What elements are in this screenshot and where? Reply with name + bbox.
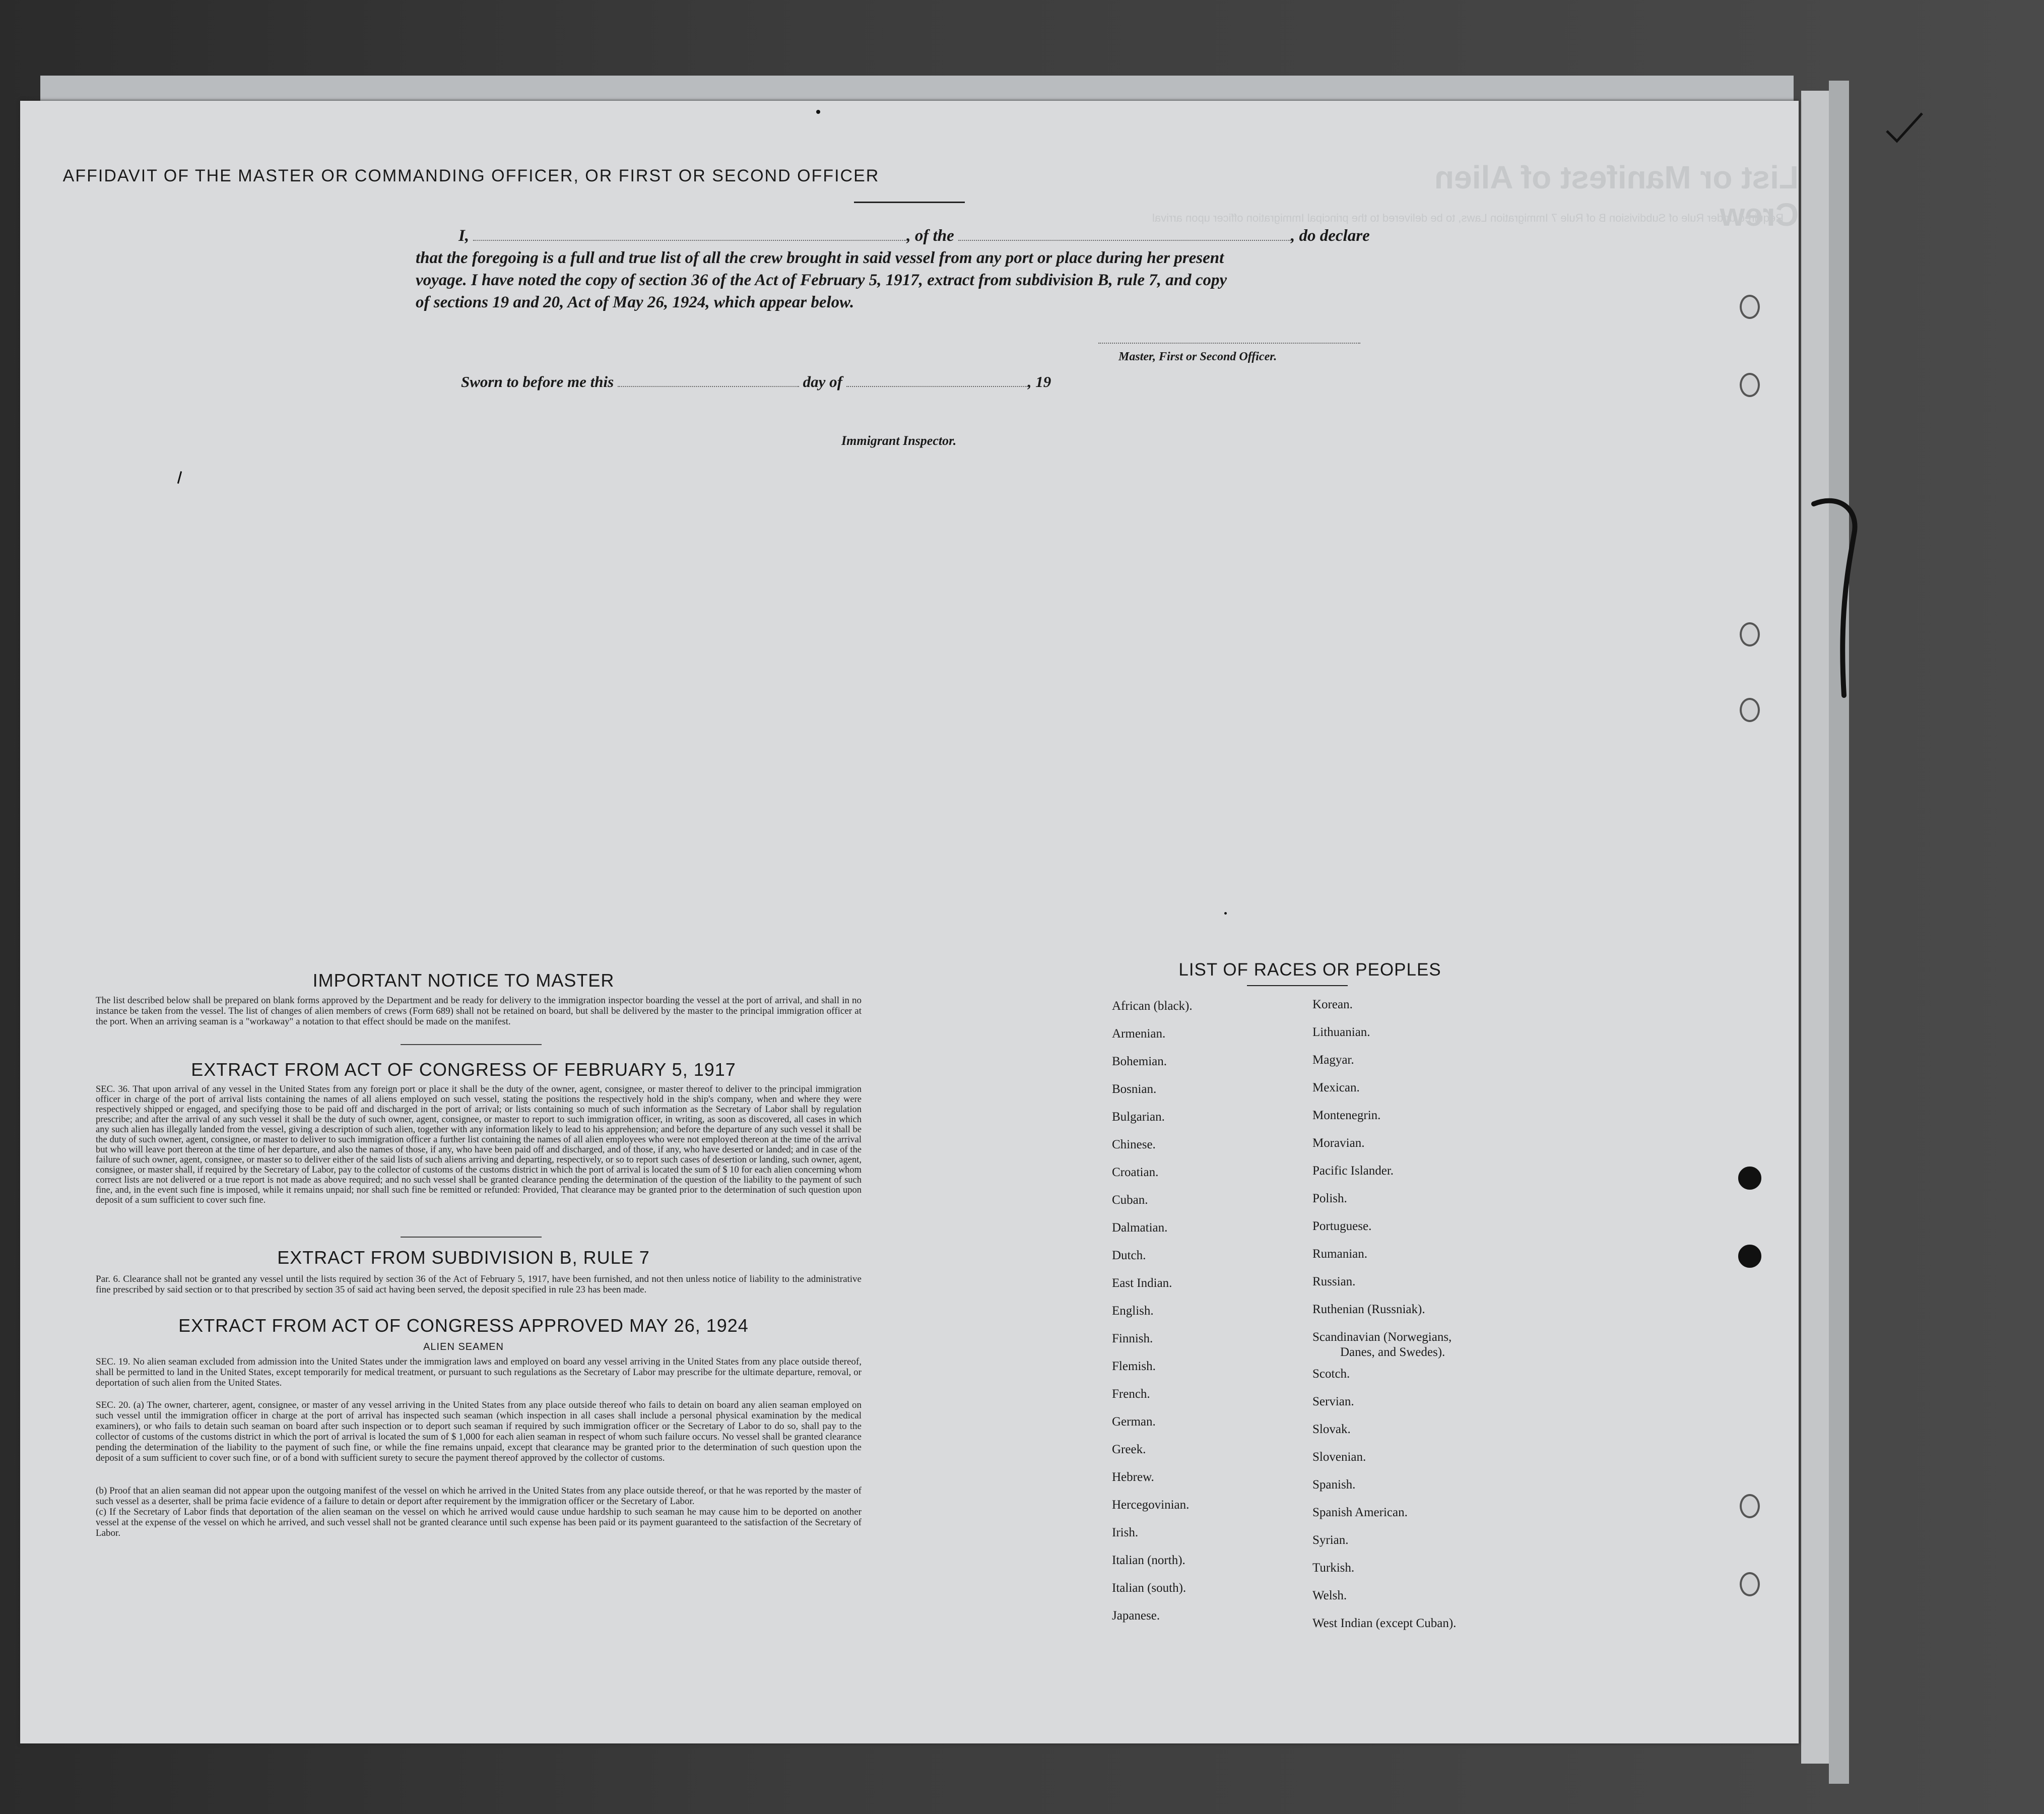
master-name-field[interactable] [473,240,906,241]
race-item: Moravian. [1312,1136,1365,1150]
binding-hole-punched [1738,1167,1761,1190]
race-item: African (black). [1112,999,1193,1013]
race-item: Flemish. [1112,1359,1156,1373]
race-item: Servian. [1312,1395,1354,1408]
race-item: Armenian. [1112,1027,1166,1041]
race-item: Slovak. [1312,1422,1351,1436]
race-item: Japanese. [1112,1609,1160,1623]
race-item: Hebrew. [1112,1470,1154,1484]
affidavit-line-1 [458,227,1370,245]
inspector-label: Immigrant Inspector. [841,433,957,448]
extract-rule7-title: EXTRACT FROM SUBDIVISION B, RULE 7 [277,1247,650,1268]
extract-1917-rule [401,1237,542,1238]
vessel-name-field[interactable] [958,240,1291,241]
page-stack-edge [1829,81,1849,1784]
races-title: LIST OF RACES OR PEOPLES [1178,960,1441,980]
race-item: Greek. [1112,1443,1146,1456]
sworn-text: Sworn to before me this [461,373,614,391]
manifest-page [20,101,1799,1743]
race-item: Croatian. [1112,1165,1159,1179]
race-item: Dalmatian. [1112,1221,1168,1235]
extract-1917-body: SEC. 36. That upon arrival of any vessel in the United States from any foreign port or place it shall be the duty of the owner, agent, consignee, or master thereof to deliver to the principal immigration officer in charge of the port of arrival lists containing the names of all aliens employed on such vessel, stating the positions the respectively hold in the ship's company, when and where they were respectively shipped or engaged, and specifying those to be paid off and discharged in the port of arrival; or lists containing so much of such information as the Secretary of Labor shall by regulation prescribe; and after the arrival of any such vessel it shall be the duty of such owner, agent, consignee, or master to report to such immigration officer, in writing, as soon as discovered, all cases in which any such alien has illegally landed from the vessel, giving a description of such alien, together with any information likely to lead to his apprehension; and before the departure of any such vessel it shall be the duty of such owner, agent, consignee, or master to deliver to such immigration officer a further list containing the names of all alien employees who were not employed thereon at the time of the arrival but who will leave port thereon at the time of her departure, and also the names of those, if any, who have been paid off and discharged, and of those, if any, who have deserted or landed; and in case of the failure of such owner, agent, consignee, or master so to deliver either of the said lists of such aliens arriving and departing, respectively, or so to report such cases of desertion or landing, such owner, agent, consignee, or master shall, if required by the Secretary of Labor, pay to the collector of customs of the customs district in which the port of arrival is located the sum of $ 10 for each alien concerning whom correct lists are not delivered or a true report is not made as above required; and no such vessel shall be granted clearance pending the determination of the question of the liability to the payment of such fine, and, in the event such fine is imposed, while it remains unpaid; nor shall such fine be remitted or refunded: Provided, That clearance may be granted prior to the determination of such question upon deposit of a sum sufficient to cover such fine. [96,1084,862,1205]
race-item: Bohemian. [1112,1055,1167,1068]
race-item: East Indian. [1112,1276,1172,1290]
stray-mark [1224,912,1227,915]
master-signature-label: Master, First or Second Officer. [1118,350,1277,363]
race-item: Korean. [1312,998,1353,1011]
title-rule [854,202,965,203]
extract-1924-sec19: SEC. 19. No alien seaman excluded from admission into the United States under the immigration laws and employed on board any vessel arriving in the United States from any place outside thereof, shall be permitted to land in the United States, except temporarily for medical treatment, or pursuant to such regulations as the Secretary of Labor may prescribe for the ultimate departure, removal, or deportation of such alien from the United States. [96,1356,862,1388]
race-item: Ruthenian (Russniak). [1312,1303,1425,1316]
sworn-month-field[interactable] [846,386,1028,387]
binding-hole [1740,295,1760,319]
affidavit-line-2: that the foregoing is a full and true list of all the crew brought in said vessel from any port or place during her present [416,249,1224,267]
sworn-day-field[interactable] [618,386,799,387]
affidavit-line-3: voyage. I have noted the copy of section 36 of the Act of February 5, 1917, extract from subdivision B, rule 7, and copy [416,271,1227,289]
affidavit-of-the: , of the [906,227,954,245]
race-item: French. [1112,1387,1150,1401]
stray-mark [816,110,820,114]
race-item: Turkish. [1312,1561,1355,1575]
race-item: Bosnian. [1112,1082,1157,1096]
notice-body: The list described below shall be prepared on blank forms approved by the Department and be ready for delivery to the immigration inspector boarding the vessel at the port of arrival, and shall in no instance be taken from the vessel. The list of changes of alien members of crews (Form 689) shall not be retained on board, but shall be delivered by the master to the principal immigration officer at the port. When an arriving seaman is a "workaway" a notation to that effect should be made on the manifest. [96,995,862,1027]
stray-mark [177,471,182,484]
affidavit-title: AFFIDAVIT OF THE MASTER OR COMMANDING OFFICER, OR FIRST OR SECOND OFFICER [62,166,880,185]
bleed-through-subtitle: Required under Rule of Subdivision B of Rule 7 Immigration Laws, to be delivered to the principal Immigration officer upon arrival [1152,212,1784,224]
race-item: English. [1112,1304,1154,1318]
race-item: Mexican. [1312,1081,1360,1094]
extract-1924-sec20: SEC. 20. (a) The owner, charterer, agent, consignee, or master of any vessel arriving in the United States from any place outside thereof who fails to detain on board any alien seaman employed on such vessel until the immigration officer in charge at the port of arrival has inspected such seaman (which inspection in all cases shall include a personal physical examination by the medical examiners), or who fails to detain such seaman on board after such inspection or to deport such seaman if required by such immigration officer or the Secretary of Labor to do so, shall pay to the collector of customs of the customs district in which the port of arrival is located the sum of $ 1,000 for each alien seaman in respect of whom such failure occurs. No vessel shall be granted clearance pending the determination of the liability to the payment of such fine, or while the fine remains unpaid, except that clearance may be granted prior to the determination of such question upon the deposit of a sum sufficient to cover such fine, or of a bond with sufficient surety to secure the payment thereof approved by the collector of customs. [96,1400,862,1463]
race-item: West Indian (except Cuban). [1312,1616,1457,1630]
bleed-through-title: List or Manifest of Alien Crew [1434,159,1799,233]
binding-hole [1740,698,1760,722]
race-item: Italian (north). [1112,1553,1185,1567]
page-stack-edge-inner [1801,91,1829,1764]
race-item: Dutch. [1112,1249,1146,1262]
sworn-day-of: day of [803,373,842,391]
binding-hole-punched [1738,1245,1761,1268]
race-item: Montenegrin. [1312,1109,1381,1122]
race-item: Syrian. [1312,1533,1349,1547]
affidavit-declare: , do declare [1291,227,1370,245]
notice-title: IMPORTANT NOTICE TO MASTER [312,970,615,991]
race-item: Cuban. [1112,1193,1148,1207]
binding-hole [1740,1494,1760,1518]
race-item: Finnish. [1112,1332,1153,1345]
binding-hole [1740,1572,1760,1596]
sworn-line [461,373,1051,391]
sworn-year: , 19 [1027,373,1051,391]
race-item: Spanish. [1312,1478,1356,1492]
race-item: German. [1112,1415,1156,1429]
race-item: Danes, and Swedes). [1340,1345,1445,1359]
race-item: Hercegovinian. [1112,1498,1190,1512]
extract-1924-sec20c: (c) If the Secretary of Labor finds that deportation of the alien seaman on the vessel on which he arrived would cause undue hardship to such seaman he may cause him to be deported on another vessel at the expense of the vessel on which he arrived, and such vessel shall not be granted clearance until such expense has been paid or its payment guaranteed to the satisfaction of the Secretary of Labor. [96,1507,862,1538]
race-item: Welsh. [1312,1589,1347,1602]
binding-hole [1740,622,1760,646]
race-item: Chinese. [1112,1138,1156,1151]
race-item: Pacific Islander. [1312,1164,1394,1178]
master-signature-line[interactable] [1098,343,1360,344]
extract-1924-subtitle: ALIEN SEAMEN [423,1341,504,1352]
race-item: Lithuanian. [1312,1025,1370,1039]
race-item: Bulgarian. [1112,1110,1165,1124]
race-item: Scotch. [1312,1367,1350,1381]
race-item: Scandinavian (Norwegians, [1312,1330,1452,1344]
check-mark-icon [1884,111,1925,151]
extract-1917-title: EXTRACT FROM ACT OF CONGRESS OF FEBRUARY 5, 1917 [191,1059,736,1080]
races-rule [1247,985,1348,986]
race-item: Russian. [1312,1275,1356,1288]
extract-1924-title: EXTRACT FROM ACT OF CONGRESS APPROVED MAY 26, 1924 [178,1315,749,1336]
notice-rule [401,1044,542,1045]
race-item: Spanish American. [1312,1506,1408,1519]
race-item: Italian (south). [1112,1581,1186,1595]
race-item: Polish. [1312,1192,1347,1205]
affidavit-line-4: of sections 19 and 20, Act of May 26, 1924, which appear below. [416,293,854,311]
pen-mark-icon [1794,484,1894,716]
race-item: Portuguese. [1312,1219,1372,1233]
race-item: Magyar. [1312,1053,1354,1067]
race-item: Rumanian. [1312,1247,1368,1261]
race-item: Slovenian. [1312,1450,1366,1464]
binding-hole [1740,373,1760,397]
race-item: Irish. [1112,1526,1139,1539]
extract-1924-sec20b: (b) Proof that an alien seaman did not appear upon the outgoing manifest of the vessel on which he arrived in the United States from any place outside thereof, or that he was reported by the master of such vessel as a deserter, shall be prima facie evidence of a failure to detain or deport after requirement by the immigration officer or the Secretary of Labor. [96,1485,862,1507]
extract-rule7-body: Par. 6. Clearance shall not be granted any vessel until the lists required by section 36 of the Act of February 5, 1917, have been furnished, and not then unless notice of liability to the administrative fine prescribed by said section or to that prescribed by section 35 of said act having been served, the deposit specified in rule 23 has been made. [96,1274,862,1295]
affidavit-i: I, [458,227,470,245]
